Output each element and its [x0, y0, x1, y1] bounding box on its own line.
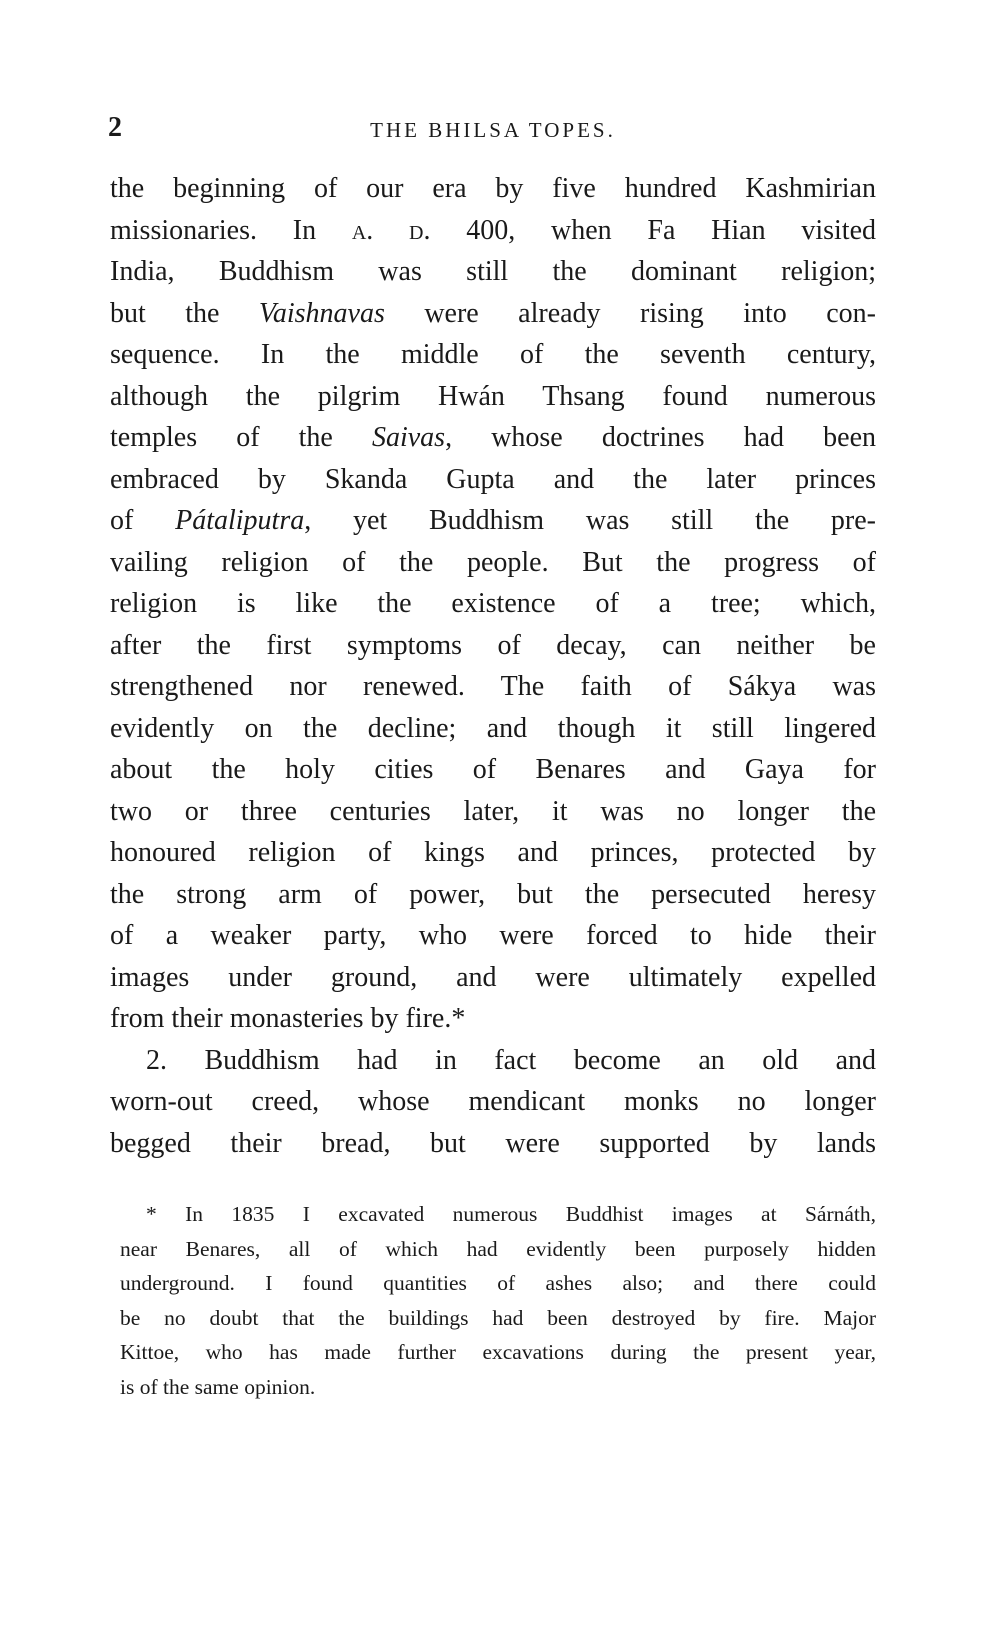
text-line: embraced by Skanda Gupta and the later princes — [110, 463, 876, 495]
running-title: THE BHILSA TOPES. — [370, 118, 616, 142]
text-line: missionaries. In a. d. 400, when Fa Hian visited — [110, 214, 876, 246]
text-line: from their monasteries by fire.* — [110, 1003, 466, 1034]
text-line: honoured religion of kings and princes, protected by — [110, 837, 876, 868]
footnote-line: * In 1835 I excavated numerous Buddhist images at Sárnáth, — [146, 1202, 876, 1226]
text-line: begged their bread, but were supported by lands — [110, 1127, 876, 1159]
text-line: temples of the Saivas, whose doctrines had been — [110, 422, 876, 453]
text-line: of a weaker party, who were forced to hide their — [110, 920, 876, 951]
text-line: sequence. In the middle of the seventh century, — [110, 339, 876, 370]
footnote-line: underground. I found quantities of ashes also; and there could — [120, 1271, 876, 1295]
footnote-line: near Benares, all of which had evidently been purposely hidden — [120, 1236, 876, 1261]
text-line: two or three centuries later, it was no longer the — [110, 795, 876, 827]
text-line: after the first symptoms of decay, can neither be — [110, 629, 876, 661]
page-number: 2 — [108, 112, 122, 143]
footnote-line: Kittoe, who has made further excavations during the present year, — [120, 1340, 876, 1364]
text-line: worn-out creed, whose mendicant monks no longer — [110, 1086, 876, 1117]
page-header — [108, 112, 878, 152]
main-text — [110, 168, 876, 1164]
footnote — [120, 1197, 876, 1404]
footnote-line: is of the same opinion. — [120, 1374, 316, 1399]
text-line: about the holy cities of Benares and Gaya for — [110, 754, 876, 785]
text-line: strengthened nor renewed. The faith of Sákya was — [110, 671, 876, 702]
text-line: the strong arm of power, but the persecuted heresy — [110, 878, 876, 910]
text-line: India, Buddhism was still the dominant religion; — [110, 256, 876, 287]
text-line: the beginning of our era by five hundred Kashmirian — [110, 173, 876, 204]
text-line: although the pilgrim Hwán Thsang found numerous — [110, 380, 876, 412]
text-line: of Pátaliputra, yet Buddhism was still the pre- — [110, 505, 876, 536]
text-line: religion is like the existence of a tree; which, — [110, 588, 876, 619]
text-line: images under ground, and were ultimately expelled — [110, 961, 876, 993]
text-line: evidently on the decline; and though it still lingered — [110, 712, 876, 744]
text-line: vailing religion of the people. But the progress of — [110, 546, 876, 578]
text-line: but the Vaishnavas were already rising into con- — [110, 297, 876, 329]
footnote-line: be no doubt that the buildings had been destroyed by fire. Major — [120, 1305, 876, 1330]
text-line: 2. Buddhism had in fact become an old and — [146, 1044, 876, 1076]
